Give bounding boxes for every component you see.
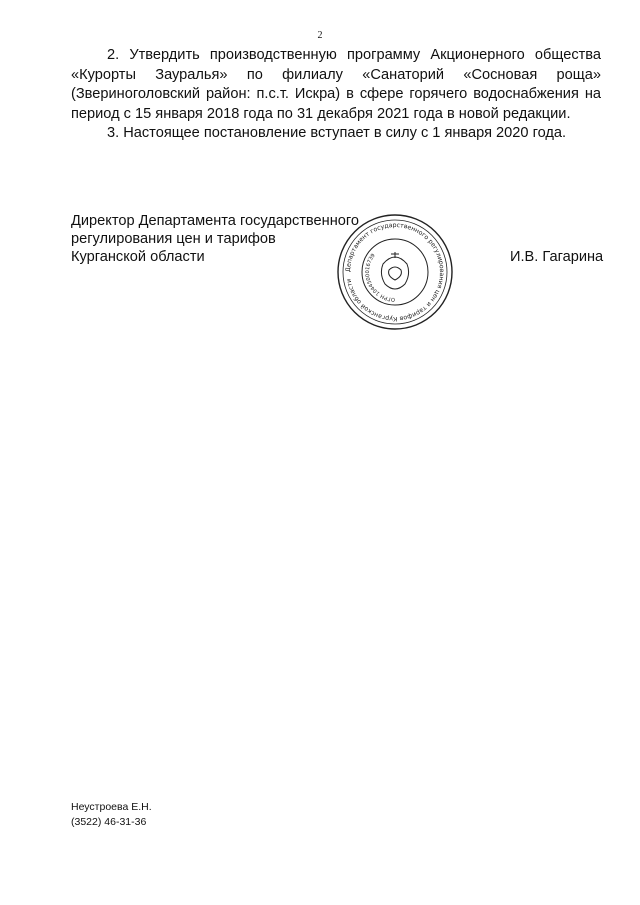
seal-outer-text: Департамент государственного регулирования цен и тарифов Курганской области (344, 221, 446, 323)
seal-ogrn-text: ОГРН 1044500016739 (364, 252, 396, 303)
executor-block (71, 800, 152, 830)
signer-title-line: регулирования цен и тарифов (71, 231, 276, 247)
executor-phone: (3522) 46-31-36 (71, 816, 147, 828)
official-seal-stamp (335, 212, 455, 332)
paragraph-2: 2. Утвердить производственную программу Акционерного общества «Курорты Зауралья» по филиалу «Санаторий «Сосновая роща» (Звериноголовский район: п.с.т. Искра) в сфере горячего водоснабжения на период с 15 января 2018 года по 31 декабря 2021 года в новой редакции. (71, 47, 601, 122)
paragraph-3: 3. Настоящее постановление вступает в силу с 1 января 2020 года. (107, 125, 567, 142)
document-body (71, 46, 601, 144)
signer-title-line: Курганской области (71, 249, 205, 265)
coat-of-arms-icon (381, 252, 408, 289)
executor-name: Неустроева Е.Н. (71, 801, 152, 813)
signer-name: И.В. Гагарина (510, 249, 604, 265)
page-number: 2 (317, 30, 323, 41)
signer-title-line: Директор Департамента государственного (71, 213, 359, 229)
